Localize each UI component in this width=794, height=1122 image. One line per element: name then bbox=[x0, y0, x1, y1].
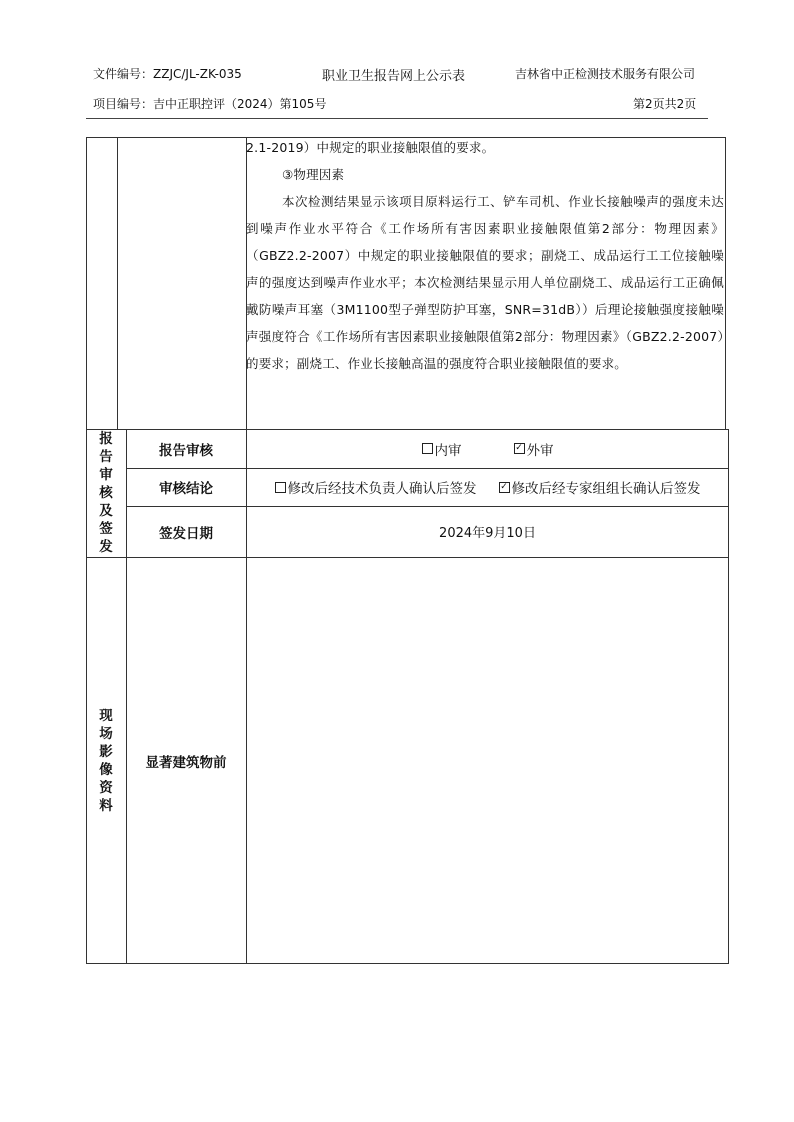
external-review-checkbox[interactable]: ✓ bbox=[515, 443, 523, 453]
internal-review-option[interactable] bbox=[422, 439, 462, 459]
section-char: 资 bbox=[99, 779, 113, 796]
review-conclusion-options bbox=[246, 468, 729, 506]
section-char: 现 bbox=[99, 707, 113, 724]
internal-review-checkbox[interactable] bbox=[422, 443, 433, 454]
section-char: 核 bbox=[99, 485, 113, 501]
conclusion-technical-label: 修改后经技术负责人确认后签发 bbox=[287, 481, 477, 497]
document-title: 职业卫生报告网上公示表 bbox=[322, 69, 466, 84]
internal-review-label: 内审 bbox=[434, 442, 462, 459]
section-char: 审 bbox=[99, 467, 113, 483]
review-conclusion-label: 审核结论 bbox=[159, 481, 213, 497]
conclusion-option-expert[interactable] bbox=[499, 477, 701, 497]
photo-area bbox=[246, 557, 729, 964]
section-char: 及 bbox=[99, 503, 113, 519]
section-char: 场 bbox=[99, 725, 113, 742]
text-paragraph-noise: 本次检测结果显示该项目原料运行工、铲车司机、作业长接触噪声的强度未达到噪声作业水平符合《工作场所有害因素职业接触限值第2部分：物理因素》（GBZ2.2-2007）中规定的职业接触限值的要求；副烧工、成品运行工工位接触噪声的强度达到噪声作业水平；本次检测结果显示用人单位副烧工、成品运行工正确佩戴防噪声耳塞（3M1100型子弹型防护耳塞，SNR=31dB））后理论接触强度接触噪声强度符合《工作场所有害因素职业接触限值第2部分：物理因素》（GBZ2.2-2007）的要求；副烧工、作业长接触高温的强度符合职业接触限值的要求。 bbox=[246, 194, 724, 371]
page-indicator: 第2页共2页 bbox=[633, 97, 697, 111]
issue-date-label: 签发日期 bbox=[159, 525, 213, 542]
report-review-label: 报告审核 bbox=[159, 442, 213, 459]
photo-item-label: 显著建筑物前 bbox=[145, 754, 227, 771]
review-section-label bbox=[86, 429, 126, 557]
section-char: 料 bbox=[99, 797, 113, 814]
section-char: 像 bbox=[99, 761, 113, 778]
conclusion-text bbox=[246, 134, 724, 377]
section-char: 签 bbox=[99, 521, 113, 537]
text-line-continuation: 2.1-2019）中规定的职业接触限值的要求。 bbox=[246, 140, 495, 155]
conclusion-option-technical[interactable] bbox=[275, 477, 477, 497]
text-heading-physical-factors: ③物理因素 bbox=[282, 167, 345, 182]
content-col-divider-1 bbox=[117, 137, 118, 430]
section-char: 发 bbox=[99, 539, 113, 555]
report-review-options bbox=[246, 429, 729, 468]
issue-date-value: 2024年9月10日 bbox=[439, 526, 536, 541]
photos-section-label bbox=[86, 557, 126, 964]
external-review-option[interactable] bbox=[514, 439, 554, 459]
section-char: 影 bbox=[99, 743, 113, 760]
header-divider bbox=[86, 118, 708, 119]
conclusion-technical-checkbox[interactable] bbox=[275, 482, 286, 493]
section-char: 报 bbox=[99, 431, 113, 447]
company-name: 吉林省中正检测技术服务有限公司 bbox=[515, 67, 696, 81]
project-number: 项目编号：吉中正职控评（2024）第105号 bbox=[93, 97, 327, 111]
file-number: 文件编号：ZZJC/JL-ZK-035 bbox=[93, 67, 242, 81]
conclusion-expert-label: 修改后经专家组组长确认后签发 bbox=[511, 481, 701, 497]
conclusion-expert-checkbox[interactable]: ✓ bbox=[500, 481, 508, 492]
external-review-label: 外审 bbox=[526, 442, 554, 459]
section-char: 告 bbox=[99, 449, 113, 465]
